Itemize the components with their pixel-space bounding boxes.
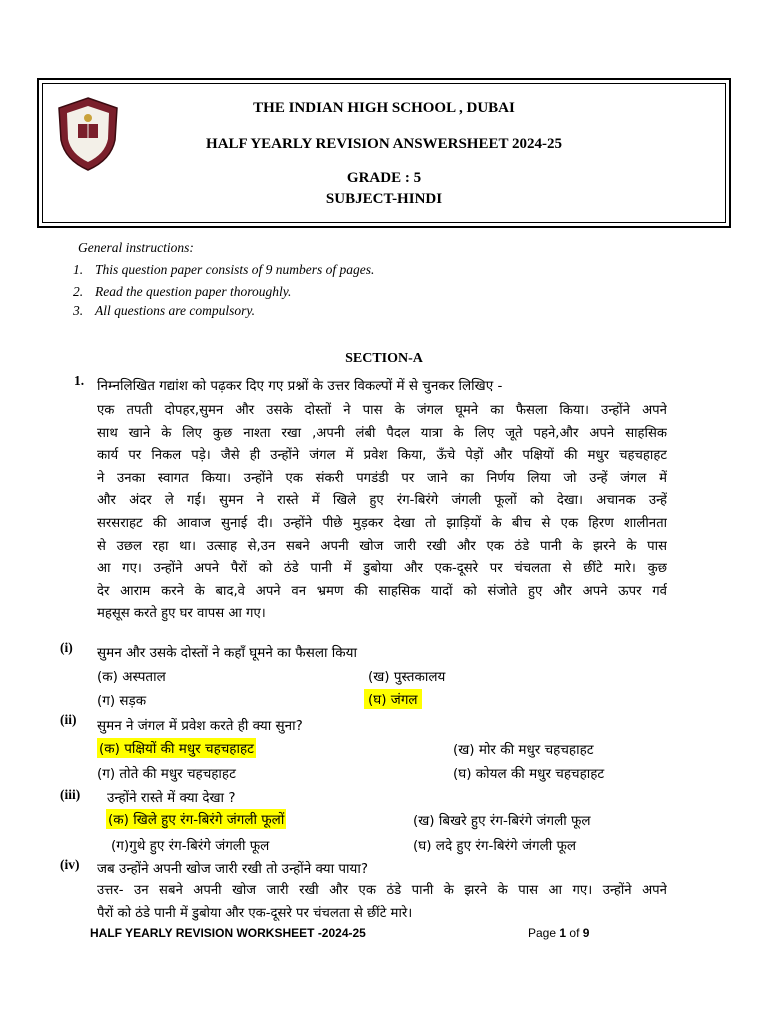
passage-line: साथ खाने के लिए कुछ नाश्ता रखा ,अपनी लंबी पैदल यात्रा के लिए जूते पहने,और अपने साहसिक xyxy=(97,425,667,441)
option-correct: (घ) जंगल xyxy=(364,689,422,709)
school-name: THE INDIAN HIGH SCHOOL , DUBAI xyxy=(253,100,515,116)
instruction-num: 2. xyxy=(73,284,84,299)
subq-number: (i) xyxy=(60,640,73,655)
instruction-text: This question paper consists of 9 numbers of pages. xyxy=(95,262,375,277)
passage-line: एक तपती दोपहर,सुमन और उसके दोस्तों ने पास के जंगल घूमने का फैसला किया। उन्होंने अपने xyxy=(97,403,667,418)
option-correct: (क) खिले हुए रंग-बिरंगे जंगली फूलों xyxy=(106,809,286,829)
page-indicator xyxy=(528,926,589,940)
subq-text: सुमन ने जंगल में प्रवेश करते ही क्या सुना? xyxy=(97,718,303,734)
option: (ख) मोर की मधुर चहचहाहट xyxy=(453,742,594,758)
footer-title: HALF YEARLY REVISION WORKSHEET -2024-25 xyxy=(90,926,366,940)
sheet-title: HALF YEARLY REVISION ANSWERSHEET 2024-25 xyxy=(206,136,562,152)
option-correct: (क) पक्षियों की मधुर चहचहाहट xyxy=(97,738,256,758)
option: (ग) तोते की मधुर चहचहाहट xyxy=(97,766,236,782)
page-number: 1 xyxy=(559,926,567,940)
option: (घ) लदे हुए रंग-बिरंगे जंगली फूल xyxy=(413,838,577,854)
subject-label: SUBJECT-HINDI xyxy=(325,191,443,207)
header-box xyxy=(37,78,731,228)
answer-line: पैरों को ठंडे पानी में डुबोया और एक-दूसरे पर चंचलता से छींटे मारे। xyxy=(97,905,413,921)
option: (क) अस्पताल xyxy=(97,669,166,685)
question-prompt: निम्नलिखित गद्यांश को पढ़कर दिए गए प्रश्नों के उत्तर विकल्पों में से चुनकर लिखिए - xyxy=(97,378,503,394)
passage-line: से उछल रहा था। उत्साह से,उन सबने अपनी खोज जारी रखी और एक ठंडे पानी के झरने के पास xyxy=(97,538,667,554)
passage-line: देर आराम करने के बाद,वे अपने वन भ्रमण की साहसिक यादों को संजोते हुए और अपने ऊपर गर्व xyxy=(97,583,667,599)
instruction-item-1 xyxy=(73,262,374,278)
passage-line: कार्य पर निकल पड़े। जैसे ही उन्होंने जंगल में प्रवेश किया, ऊँचे पेड़ों और पक्षियों की मधुर चहचहाहट xyxy=(97,448,667,464)
option: (ख) बिखरे हुए रंग-बिरंगे जंगली फूल xyxy=(413,813,591,829)
subq-number: (iv) xyxy=(60,857,80,872)
subq-number: (ii) xyxy=(60,712,77,727)
instruction-num: 3. xyxy=(73,303,84,318)
passage xyxy=(97,400,667,626)
instruction-num: 1. xyxy=(73,262,84,277)
passage-line: सरसराहट की आवाज सुनाई दी। उन्होंने पीछे मुड़कर देखा तो झाड़ियों के बीच से एक हिरण शालीनता xyxy=(97,515,667,531)
instruction-item-2 xyxy=(73,284,291,300)
of-label: of xyxy=(569,926,580,940)
question-number: 1. xyxy=(74,373,85,388)
option: (घ) कोयल की मधुर चहचहाहट xyxy=(453,766,605,782)
subq-number: (iii) xyxy=(60,787,81,802)
instructions-heading: General instructions: xyxy=(78,240,194,255)
instruction-item-3 xyxy=(73,303,255,319)
instruction-text: Read the question paper thoroughly. xyxy=(95,284,292,299)
passage-line: और अंदर ले गई। सुमन ने रास्ते में खिले हुए रंग-बिरंगे जंगली फूलों को देखा। अचानक उन्हें xyxy=(97,493,667,509)
answer-line: उत्तर- उन सबने अपनी खोज जारी रखी और एक ठंडे पानी के झरने के पास आ गए। उन्होंने अपने xyxy=(97,883,667,898)
grade-label: GRADE : 5 xyxy=(346,170,422,186)
subq-text: उन्होंने रास्ते में क्या देखा ? xyxy=(107,790,236,806)
subq-text: सुमन और उसके दोस्तों ने कहाँ घूमने का फैसला किया xyxy=(97,645,357,661)
passage-line: ने उनका स्वागत किया। उन्होंने एक संकरी पगडंडी पर जाने का निर्णय लिया जो उन्हें जंगल में xyxy=(97,470,667,486)
passage-line: महसूस करते हुए घर वापस आ गए। xyxy=(97,606,266,622)
passage-line: आ गए। उन्होंने अपने पैरों को ठंडे पानी में डुबोया और एक-दूसरे पर चंचलता से छींटे मारे। कुछ xyxy=(97,561,667,577)
section-heading: SECTION-A xyxy=(345,351,423,366)
subq-text: जब उन्होंने अपनी खोज जारी रखी तो उन्होंने क्या पाया? xyxy=(97,861,369,877)
option: (ग)गुथे हुए रंग-बिरंगे जंगली फूल xyxy=(111,838,270,854)
option: (ख) पुस्तकालय xyxy=(368,669,446,685)
page-label: Page xyxy=(528,926,557,940)
answer-block xyxy=(97,880,667,925)
page-total: 9 xyxy=(582,926,590,940)
option: (ग) सड़क xyxy=(97,693,147,709)
instruction-text: All questions are compulsory. xyxy=(95,303,255,318)
